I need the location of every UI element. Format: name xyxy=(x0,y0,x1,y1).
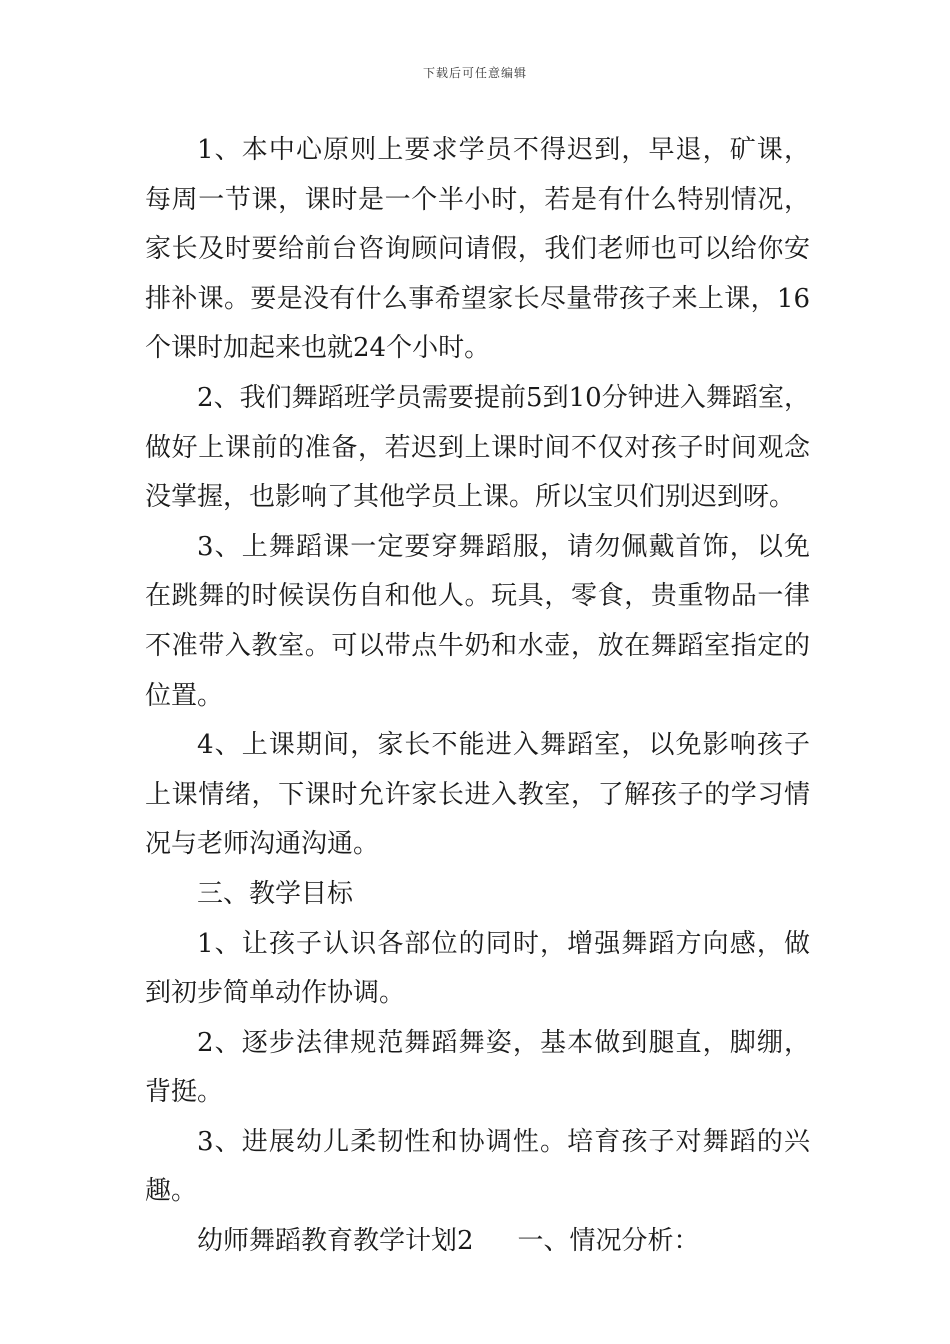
plan-title: 幼师舞蹈教育教学计划2 xyxy=(197,1226,474,1257)
paragraph-rule-2: 2、我们舞蹈班学员需要提前5到10分钟进入舞蹈室，做好上课前的准备，若迟到上课时间不仅对孩子时间观念没掌握，也影响了其他学员上课。所以宝贝们别迟到呀。 xyxy=(145,382,810,513)
paragraph-goal-3: 3、进展幼儿柔韧性和协调性。培育孩子对舞蹈的兴趣。 xyxy=(145,1126,810,1207)
document-body xyxy=(145,126,810,1267)
section-heading-situation: 一、情况分析： xyxy=(517,1226,700,1257)
paragraph-rule-1: 1、本中心原则上要求学员不得迟到，早退，矿课，每周一节课，课时是一个半小时，若是有什么特别情况，家长及时要给前台咨询顾问请假，我们老师也可以给你安排补课。要是没有什么事希望家长尽量带孩子来上课，16个课时加起来也就24个小时。 xyxy=(145,135,810,364)
paragraph-goal-2: 2、逐步法律规范舞蹈舞姿，基本做到腿直，脚绷，背挺。 xyxy=(145,1027,810,1108)
paragraph-rule-3: 3、上舞蹈课一定要穿舞蹈服，请勿佩戴首饰，以免在跳舞的时候误伤自和他人。玩具，零食，贵重物品一律不准带入教室。可以带点牛奶和水壶，放在舞蹈室指定的位置。 xyxy=(145,531,810,711)
paragraph-goal-1: 1、让孩子认识各部位的同时，增强舞蹈方向感，做到初步简单动作协调。 xyxy=(145,928,810,1009)
paragraph-rule-4: 4、上课期间，家长不能进入舞蹈室，以免影响孩子上课情绪，下课时允许家长进入教室，了解孩子的学习情况与老师沟通沟通。 xyxy=(145,730,810,860)
final-line xyxy=(145,1217,810,1267)
page-header: 下载后可任意编辑 xyxy=(422,66,527,80)
section-heading-teaching-goals: 三、教学目标 xyxy=(197,878,354,909)
